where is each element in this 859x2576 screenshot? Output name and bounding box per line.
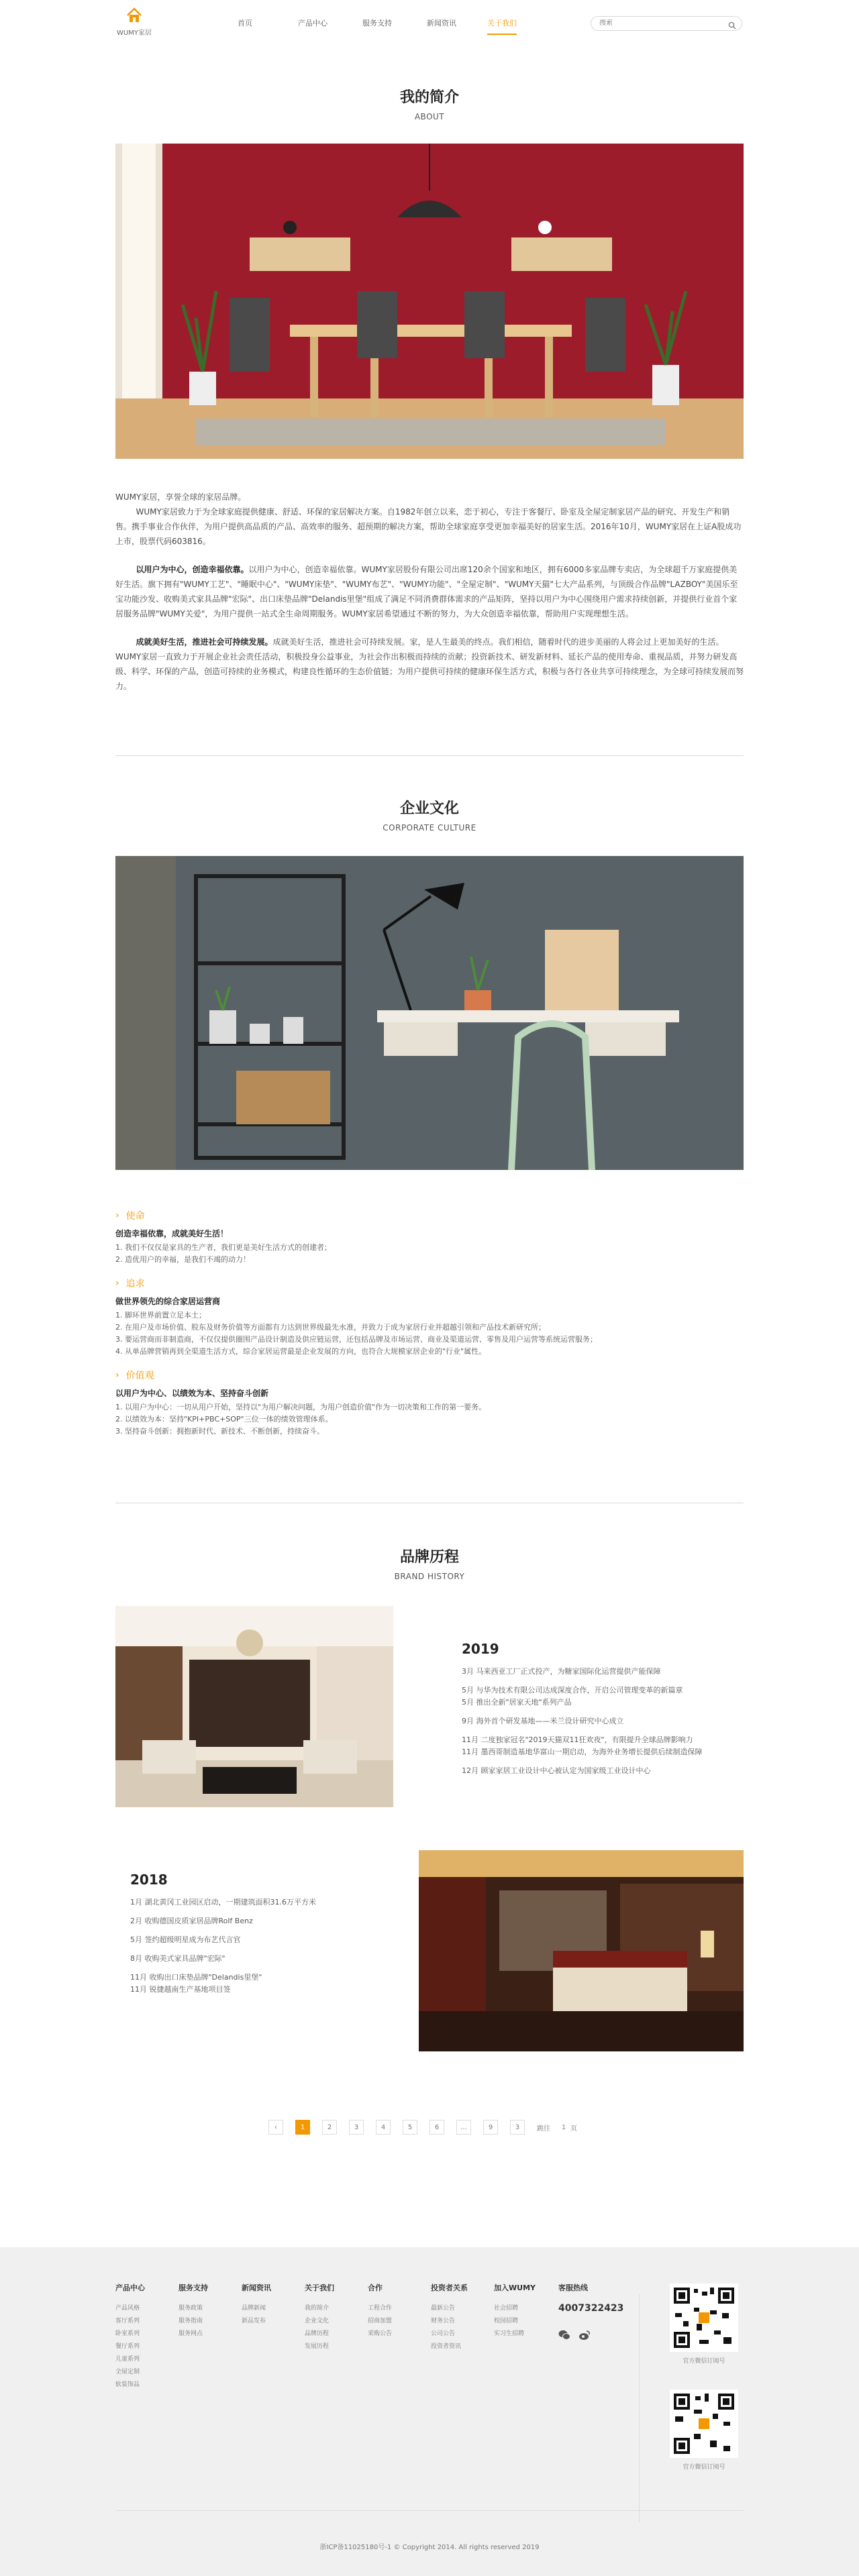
chevron-right-icon: › xyxy=(115,1210,119,1221)
pagination-page[interactable]: 9 xyxy=(483,2120,498,2135)
history-line: 11月 二度独家冠名"2019天猫双11狂欢夜"，有限提升全球品牌影响力 xyxy=(462,1735,693,1744)
footer-col-title[interactable]: 产品中心 xyxy=(115,2284,145,2292)
culture-line: 3. 坚持奋斗创新：拥抱新时代、新技术、不断创新，持续奋斗。 xyxy=(115,1427,324,1436)
site-footer xyxy=(0,2247,859,2576)
history-line: 11月 锐捷越南生产基地项目签 xyxy=(130,1985,231,1994)
history-2019-image xyxy=(115,1606,393,1807)
social-links xyxy=(558,2330,623,2346)
footer-col-title[interactable]: 关于我们 xyxy=(305,2284,334,2292)
pagination-jump-label: 跳往 xyxy=(537,2125,550,2133)
culture-heading-values: 价值观 xyxy=(125,1371,154,1381)
footer-link[interactable]: 服务政策 xyxy=(179,2305,203,2312)
nav-products[interactable]: 产品中心 xyxy=(298,19,327,28)
divider xyxy=(115,755,744,756)
culture-line: 1. 我们不仅仅是家具的生产者，我们更是美好生活方式的创建者； xyxy=(115,1243,332,1252)
culture-line: 1. 以用户为中心：一切从用户开始，坚持以"为用户解决问题，为用户创造价值"作为一切决策和工作的第一要务。 xyxy=(115,1403,487,1411)
weibo-icon[interactable] xyxy=(578,2330,591,2346)
footer-col-title[interactable]: 加入WUMY xyxy=(494,2284,536,2292)
hotline-number[interactable]: 4007322423 xyxy=(558,2303,624,2314)
culture-item-mission xyxy=(115,1208,744,1266)
culture-item-values xyxy=(115,1367,744,1438)
footer-link[interactable]: 餐厅系列 xyxy=(115,2343,140,2350)
footer-link[interactable]: 采购公告 xyxy=(368,2330,393,2337)
history-line: 8月 收购美式家具品牌"宏际" xyxy=(130,1954,225,1963)
pagination-ellipsis: ... xyxy=(456,2120,471,2135)
culture-title: 企业文化 xyxy=(399,800,459,817)
footer-link[interactable]: 卧室系列 xyxy=(115,2330,140,2337)
culture-office-image xyxy=(115,856,744,1170)
history-line: 11月 收购出口床垫品牌"Delandis里堡" xyxy=(130,1973,262,1982)
pagination-page[interactable]: 2 xyxy=(322,2120,337,2135)
footer-col-title[interactable]: 投资者关系 xyxy=(431,2284,468,2292)
nav-news[interactable]: 新闻资讯 xyxy=(427,19,456,28)
culture-heading-pursuit: 追求 xyxy=(125,1279,145,1289)
footer-bottom-divider xyxy=(115,2510,744,2511)
chevron-right-icon: › xyxy=(115,1370,119,1381)
about-paragraph-3: 成就美好生活，推进社会可持续发展。成就美好生活，推进社会可持续发展。家，是人生最美的终点。我们相信，随着时代的进步美丽的人将会过上更加美好的生活。WUMY家居一直致力于开展企业社会责任活动，积极投身公益事业，为社会作出积极而持续的贡献；投资新技术、研发新材料、延长产品的使用寿命、重视品质，并努力研发高级、科学、环保的产品，创造可持续的业务模式，构建良性循环的生态价值链；为用户提供可持续的健康环保生活方式，积极与各行各业共享可持续理念，为全球可持续发展而努力。 xyxy=(115,637,744,691)
qr-code-icon xyxy=(670,2284,738,2352)
about-paragraph-1: WUMY家居，享誉全球的家居品牌。 WUMY家居致力于为全球家庭提供健康、舒适、环保的家居解决方案。自1982年创立以来，恋于初心，专注于客餐厅、卧室及全屋定制家居产品的研究、开发生产和销售。携手事业合作伙伴，为用户提供高品质的产品、高效率的服务、超预期的解决方案，帮助全球家庭享受更加幸福美好的居家生活。2016年10月，WUMY家居在上证A股成功上市，股票代码603816。 xyxy=(115,492,742,546)
culture-item-pursuit xyxy=(115,1275,744,1358)
history-title: 品牌历程 xyxy=(399,1549,459,1566)
culture-line: 2. 造优用户的幸福，是我们不竭的动力！ xyxy=(115,1255,250,1264)
footer-col-cooperation xyxy=(368,2282,392,2341)
nav-home[interactable]: 首页 xyxy=(238,19,252,28)
pagination-page[interactable]: 4 xyxy=(376,2120,391,2135)
brand-name: WUMY家居 xyxy=(117,30,152,37)
search-box[interactable] xyxy=(591,16,742,31)
wechat-icon[interactable] xyxy=(558,2330,570,2346)
footer-col-title[interactable]: 新闻资讯 xyxy=(242,2284,271,2292)
history-2019 xyxy=(462,1641,744,1784)
footer-col-join xyxy=(494,2282,536,2341)
history-line: 12月 顾家家居工业设计中心被认定为国家级工业设计中心 xyxy=(462,1766,651,1775)
copyright-text: 浙ICP备11025180号-1 © Copyright 2014. All rights reserved 2019 xyxy=(319,2544,540,2551)
history-line: 11月 墨西哥制造基地华富山一期启动，为海外业务增长提供后续制造保障 xyxy=(462,1748,703,1756)
footer-link[interactable]: 服务指南 xyxy=(179,2318,203,2324)
about-title: 我的简介 xyxy=(399,89,459,106)
history-subtitle: BRAND HISTORY xyxy=(394,1572,465,1581)
culture-heading-mission: 使命 xyxy=(125,1211,145,1222)
nav-about[interactable]: 关于我们 xyxy=(487,17,517,35)
pagination-page[interactable]: 3 xyxy=(349,2120,364,2135)
culture-sub-pursuit: 做世界领先的综合家居运营商 xyxy=(115,1297,221,1306)
history-year: 2018 xyxy=(130,1872,168,1888)
history-line: 5月 签约超级明星成为布艺代言官 xyxy=(130,1935,241,1944)
footer-link[interactable]: 软装饰品 xyxy=(115,2381,140,2388)
pagination-page[interactable]: 6 xyxy=(430,2120,444,2135)
footer-link[interactable]: 最新公告 xyxy=(431,2305,456,2312)
chevron-right-icon: › xyxy=(115,1278,119,1289)
pagination-page-unit: 页 xyxy=(570,2125,577,2133)
history-line: 9月 海外首个研发基地——米兰设计研究中心成立 xyxy=(462,1717,624,1725)
footer-col-service xyxy=(179,2282,208,2341)
footer-link[interactable]: 产品风格 xyxy=(115,2305,140,2312)
footer-link[interactable]: 我的简介 xyxy=(305,2305,330,2312)
pagination-page[interactable]: 1 xyxy=(295,2120,310,2135)
pagination-page[interactable]: 3 xyxy=(510,2120,525,2135)
footer-link[interactable]: 客厅系列 xyxy=(115,2318,140,2324)
footer-link[interactable]: 工程合作 xyxy=(368,2305,393,2312)
footer-col-title[interactable]: 服务支持 xyxy=(179,2284,208,2292)
history-2018 xyxy=(130,1872,399,2003)
house-logo-icon xyxy=(125,7,143,24)
about-heading xyxy=(0,86,859,121)
history-heading xyxy=(0,1546,859,1581)
history-line: 1月 湖北黄冈工业园区启动，一期建筑面积31.6万平方米 xyxy=(130,1898,316,1907)
brand-logo[interactable] xyxy=(114,7,154,40)
footer-link[interactable]: 服务网点 xyxy=(179,2330,203,2337)
footer-col-about xyxy=(305,2282,334,2353)
about-dining-room-image xyxy=(115,144,744,459)
qr-label: 官方微信订阅号 xyxy=(683,2464,725,2471)
footer-divider xyxy=(639,2294,640,2522)
pagination-prev-button[interactable]: ‹ xyxy=(268,2120,283,2135)
culture-subtitle: CORPORATE CULTURE xyxy=(383,823,476,833)
footer-link[interactable]: 社会招聘 xyxy=(494,2305,519,2312)
history-line: 3月 马来西亚工厂正式投产，为糖家国际化运营提供产能保障 xyxy=(462,1667,661,1676)
history-2018-image xyxy=(419,1850,744,2051)
footer-link[interactable]: 品牌历程 xyxy=(305,2330,330,2337)
footer-col-title: 客服热线 xyxy=(558,2284,588,2292)
footer-link[interactable]: 全屋定制 xyxy=(115,2369,140,2375)
qr-code-icon xyxy=(670,2390,738,2458)
culture-line: 4. 从单品牌营销再到全渠道生活方式，综合家居运营最是企业发展的方向，也符合大规模家居企业的"行业"属性。 xyxy=(115,1347,487,1356)
footer-col-news xyxy=(242,2282,271,2328)
footer-link[interactable]: 财务公告 xyxy=(431,2318,456,2324)
footer-link[interactable]: 投资者资讯 xyxy=(431,2343,462,2350)
history-line: 5月 推出全新"居家天地"系列产品 xyxy=(462,1698,572,1707)
about-text xyxy=(115,490,744,707)
search-input[interactable] xyxy=(599,19,720,27)
culture-sub-mission: 创造幸福依靠，成就美好生活！ xyxy=(115,1229,229,1238)
culture-line: 1. 脚环世界前置立足本土； xyxy=(115,1311,206,1320)
history-line: 2月 收购德国皮质家居品牌Rolf Benz xyxy=(130,1917,253,1925)
footer-col-products xyxy=(115,2282,145,2392)
site-header xyxy=(0,0,859,48)
footer-link[interactable]: 实习生招聘 xyxy=(494,2330,525,2337)
footer-link[interactable]: 品牌新闻 xyxy=(242,2305,266,2312)
footer-col-title[interactable]: 合作 xyxy=(368,2284,383,2292)
culture-line: 2. 在用户及市场价值、股东及财务价值等方面都有力达到世界级最先水准，并致力于成为家居行业并超越引领和产品技术新研究所； xyxy=(115,1323,546,1332)
culture-heading xyxy=(0,797,859,833)
qr-label: 官方微信订阅号 xyxy=(683,2358,725,2365)
footer-link[interactable]: 校园招聘 xyxy=(494,2318,519,2324)
footer-link[interactable]: 发展历程 xyxy=(305,2343,330,2350)
footer-col-hotline xyxy=(558,2282,623,2346)
footer-link[interactable]: 新品发布 xyxy=(242,2318,266,2324)
footer-col-investors xyxy=(431,2282,468,2353)
footer-link[interactable]: 企业文化 xyxy=(305,2318,330,2324)
footer-link[interactable]: 公司公告 xyxy=(431,2330,456,2337)
culture-list xyxy=(115,1208,744,1447)
about-subtitle: ABOUT xyxy=(414,112,445,121)
pagination-page[interactable]: 5 xyxy=(403,2120,417,2135)
history-line: 5月 与华为技术有限公司达成深度合作，开启公司管理变革的新篇章 xyxy=(462,1686,683,1695)
about-paragraph-2: 以用户为中心，创造幸福依靠。以用户为中心，创造幸福依靠。WUMY家居股份有限公司出席120余个国家和地区，拥有6000多家品牌专卖店，为全球超千万家庭提供美好生活。旗下拥有"WUMY工艺"、"睡眠中心"、"WUMY床垫"、"WUMY布艺"、"WUMY功能"、"全屋定制"、"WUMY天猫"七大产品系列，与顶级合作品牌"LAZBOY"美国乐至宝功能沙发、收购美式家具品牌"宏际"、出口床垫品牌"Delandis里堡"组成了满足不同消费群体需求的产品矩阵，坚持以用户为中心围绕用户需求持续创新，并提供行业首个家居服务品牌"WUMY关爱"，为用户提供一站式全生命周期服务。WUMY家居希望通过不断的努力，为大众创造幸福依靠，帮助用户实现理想生活。 xyxy=(115,565,738,619)
history-year: 2019 xyxy=(462,1641,499,1657)
culture-line: 2. 以绩效为本：坚持"KPI+PBC+SOP"三位一体的绩效管理体系。 xyxy=(115,1415,333,1424)
search-icon[interactable] xyxy=(728,19,736,28)
footer-link[interactable]: 招商加盟 xyxy=(368,2318,393,2324)
culture-line: 3. 要运营商而非制造商，不仅仅提供圈围产品设计制造及供应链运营，还包括品牌及市场运营、商业及渠道运营、零售及用户运营等系统运营服务； xyxy=(115,1335,597,1344)
nav-service[interactable]: 服务支持 xyxy=(362,19,392,28)
pagination-jump-input[interactable] xyxy=(557,2121,570,2133)
footer-link[interactable]: 儿童系列 xyxy=(115,2356,140,2363)
pagination xyxy=(268,2120,584,2135)
culture-sub-values: 以用户为中心、以绩效为本、坚持奋斗创新 xyxy=(115,1389,269,1398)
